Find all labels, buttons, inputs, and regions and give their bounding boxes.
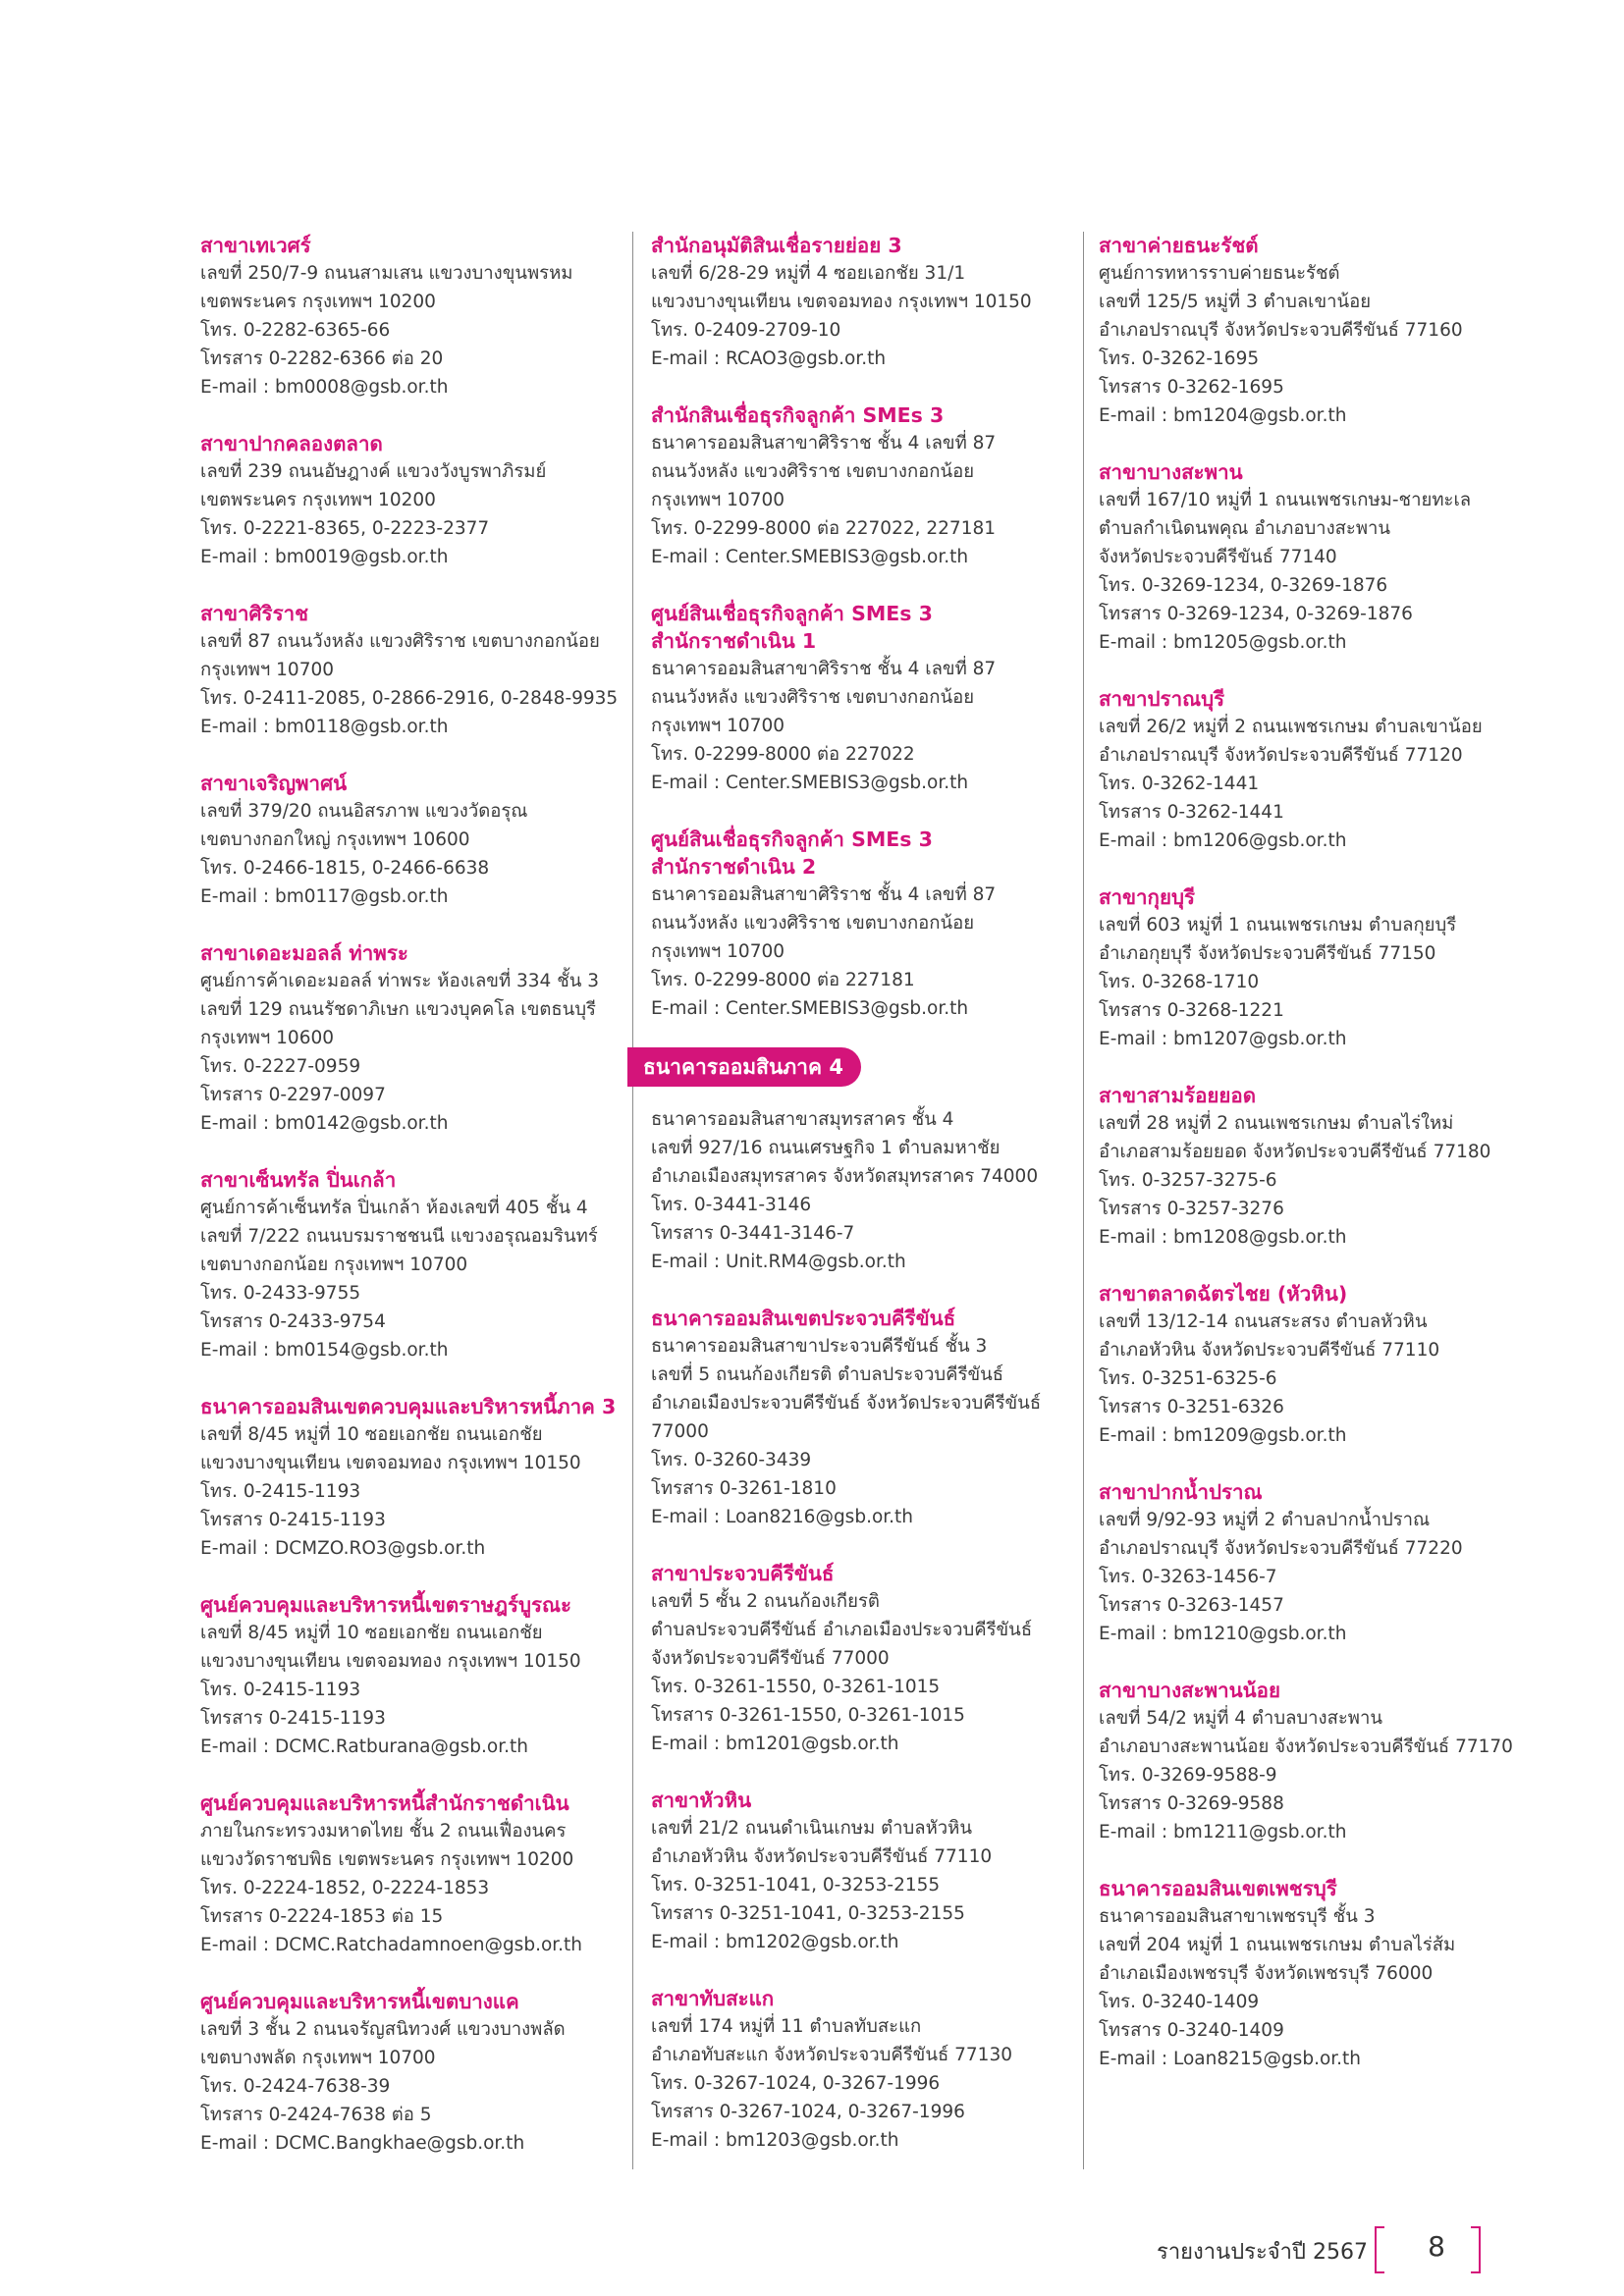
branch-detail-line: เลขที่ 54/2 หมู่ที่ 4 ตำบลบางสะพาน xyxy=(1099,1708,1383,1729)
branch-detail-line: ตำบลกำเนิดนพคุณ อำเภอบางสะพาน xyxy=(1099,518,1391,539)
branch-detail-line: โทร. 0-2299-8000 ต่อ 227181 xyxy=(651,970,915,990)
branch-detail-line: เลขที่ 9/92-93 หมู่ที่ 2 ตำบลปากน้ำปราณ xyxy=(1099,1510,1431,1530)
branch-detail-line: เลขที่ 6/28-29 หมู่ที่ 4 ซอยเอกชัย 31/1 xyxy=(651,263,966,284)
branch-detail-line: เลขที่ 3 ชั้น 2 ถนนจรัญสนิทวงศ์ แขวงบางพลัด xyxy=(200,2019,566,2040)
branch-detail-line: เลขที่ 5 ถนนก้องเกียรติ ตำบลประจวบคีรีขันธ์ xyxy=(651,1364,1004,1385)
branch-title: สาขาเทเวศร์ xyxy=(200,234,311,257)
branch-detail-line: เลขที่ 125/5 หมู่ที่ 3 ตำบลเขาน้อย xyxy=(1099,292,1372,312)
branch-email: E-mail : Loan8215@gsb.or.th xyxy=(1099,2049,1362,2069)
branch-detail-line: โทรสาร 0-3267-1024, 0-3267-1996 xyxy=(651,2102,965,2122)
branch-email: E-mail : Loan8216@gsb.or.th xyxy=(651,1507,914,1527)
branch-title: สาขาประจวบคีรีขันธ์ xyxy=(651,1562,835,1585)
branch-title: สาขาค่ายธนะรัชต์ xyxy=(1099,234,1259,257)
branch-detail-line: เขตพระนคร กรุงเทพฯ 10200 xyxy=(200,292,436,312)
branch-entry xyxy=(651,1787,1083,1956)
branch-detail-line: เลขที่ 167/10 หมู่ที่ 1 ถนนเพชรเกษม-ชายทะเล xyxy=(1099,490,1472,510)
branch-detail-line: โทร. 0-3251-1041, 0-3253-2155 xyxy=(651,1875,941,1896)
branch-detail-line: เลขที่ 26/2 หมู่ที่ 2 ถนนเพชรเกษม ตำบลเขาน้อย xyxy=(1099,717,1483,737)
region-heading: ธนาคารออมสินภาค 4 xyxy=(627,1047,861,1087)
branch-title: ธนาคารออมสินเขตควบคุมและบริหารหนี้ภาค 3 xyxy=(200,1395,617,1418)
branch-detail-line: จังหวัดประจวบคีรีขันธ์ 77140 xyxy=(1099,547,1337,567)
branch-title: ศูนย์สินเชื่อธุรกิจลูกค้า SMEs 3 xyxy=(651,602,933,625)
branch-detail-line: โทร. 0-3257-3275-6 xyxy=(1099,1170,1277,1191)
branch-detail-line: กรุงเทพฯ 10700 xyxy=(200,660,335,680)
branch-entry xyxy=(651,600,1083,797)
branch-detail-line: เลขที่ 8/45 หมู่ที่ 10 ซอยเอกชัย ถนนเอกชัย xyxy=(200,1424,543,1445)
branch-entry xyxy=(200,939,624,1138)
branch-detail-line: กรุงเทพฯ 10700 xyxy=(651,941,785,962)
branch-entry xyxy=(200,1166,624,1364)
branch-detail-line: โทรสาร 0-3263-1457 xyxy=(1099,1595,1284,1616)
branch-detail-line: แขวงบางขุนเทียน เขตจอมทอง กรุงเทพฯ 10150 xyxy=(200,1651,581,1672)
branch-detail-line: อำเภอกุยบุรี จังหวัดประจวบคีรีขันธ์ 77150 xyxy=(1099,943,1436,964)
branch-detail-line: โทรสาร 0-3268-1221 xyxy=(1099,1000,1284,1021)
branch-entry xyxy=(1099,685,1511,855)
branch-email: E-mail : bm0019@gsb.or.th xyxy=(200,547,449,567)
branch-detail-line: โทรสาร 0-2224-1853 ต่อ 15 xyxy=(200,1906,444,1927)
branch-detail-line: อำเภอปราณบุรี จังหวัดประจวบคีรีขันธ์ 77220 xyxy=(1099,1538,1463,1559)
branch-detail-line: ศูนย์การค้าเดอะมอลล์ ท่าพระ ห้องเลขที่ 334 ชั้น 3 xyxy=(200,971,600,991)
branch-detail-line: เลขที่ 7/222 ถนนบรมราชชนนี แขวงอรุณอมรินทร์ xyxy=(200,1226,598,1247)
branch-detail-line: อำเภอบางสะพานน้อย จังหวัดประจวบคีรีขันธ์ 77170 xyxy=(1099,1736,1513,1757)
branch-entry xyxy=(200,600,624,741)
branch-email: E-mail : DCMZO.RO3@gsb.or.th xyxy=(200,1538,486,1559)
branch-detail-line: ธนาคารออมสินสาขาเพชรบุรี ชั้น 3 xyxy=(1099,1906,1376,1927)
branch-title: ศูนย์สินเชื่อธุรกิจลูกค้า SMEs 3 xyxy=(651,828,933,851)
branch-entry xyxy=(200,1393,624,1563)
branch-email: E-mail : bm1202@gsb.or.th xyxy=(651,1932,899,1952)
branch-detail-line: เขตพระนคร กรุงเทพฯ 10200 xyxy=(200,490,436,510)
branch-detail-line: อำเภอเมืองประจวบคีรีขันธ์ จังหวัดประจวบคีรีขันธ์ xyxy=(651,1393,1042,1414)
branch-detail-line: เขตบางกอกใหญ่ กรุงเทพฯ 10600 xyxy=(200,829,470,850)
branch-entry xyxy=(200,1789,624,1959)
branch-entry xyxy=(651,1985,1083,2155)
column-divider-1 xyxy=(632,232,633,2169)
branch-detail-line: โทร. 0-3261-1550, 0-3261-1015 xyxy=(651,1677,941,1697)
branch-title: สาขาปากน้ำปราณ xyxy=(1099,1480,1263,1504)
column-2 xyxy=(643,232,1083,2183)
branch-detail-line: อำเภอปราณบุรี จังหวัดประจวบคีรีขันธ์ 77120 xyxy=(1099,745,1463,766)
branch-title: ธนาคารออมสินเขตเพชรบุรี xyxy=(1099,1877,1337,1900)
branch-email: E-mail : bm1207@gsb.or.th xyxy=(1099,1029,1347,1049)
branch-title: สำนักราชดำเนิน 2 xyxy=(651,855,817,879)
branch-detail-line: โทร. 0-2224-1852, 0-2224-1853 xyxy=(200,1878,490,1898)
branch-detail-line: อำเภอเมืองสมุทรสาคร จังหวัดสมุทรสาคร 74000 xyxy=(651,1166,1039,1187)
branch-detail-line: อำเภอเมืองเพชรบุรี จังหวัดเพชรบุรี 76000 xyxy=(1099,1963,1434,1984)
branch-detail-line: อำเภอสามร้อยยอด จังหวัดประจวบคีรีขันธ์ 77180 xyxy=(1099,1142,1491,1162)
branch-detail-line: เลขที่ 603 หมู่ที่ 1 ถนนเพชรเกษม ตำบลกุยบุรี xyxy=(1099,915,1457,935)
branch-entry xyxy=(651,1305,1083,1531)
branch-detail-line: ตำบลประจวบคีรีขันธ์ อำเภอเมืองประจวบคีรีขันธ์ xyxy=(651,1620,1033,1640)
branch-entry xyxy=(651,1560,1083,1758)
branch-title: สำนักราชดำเนิน 1 xyxy=(651,629,817,653)
branch-title: สาขาสามร้อยยอด xyxy=(1099,1084,1257,1107)
branch-detail-line: โทรสาร 0-3269-9588 xyxy=(1099,1793,1284,1814)
branch-entry xyxy=(200,1591,624,1761)
branch-detail-line: โทรสาร 0-3262-1441 xyxy=(1099,802,1284,823)
branch-email: E-mail : bm1208@gsb.or.th xyxy=(1099,1227,1347,1248)
branch-detail-line: กรุงเทพฯ 10700 xyxy=(651,716,785,736)
branch-title: ธนาคารออมสินเขตประจวบคีรีขันธ์ xyxy=(651,1307,956,1330)
branch-email: E-mail : bm0117@gsb.or.th xyxy=(200,886,449,907)
branch-detail-line: โทรสาร 0-2433-9754 xyxy=(200,1311,386,1332)
branch-entry xyxy=(1099,1280,1511,1450)
branch-title: สาขาตลาดฉัตรไชย (หัวหิน) xyxy=(1099,1282,1348,1306)
branch-title: ศูนย์ควบคุมและบริหารหนี้สำนักราชดำเนิน xyxy=(200,1791,569,1815)
branch-detail-line: ธนาคารออมสินสาขาประจวบคีรีขันธ์ ชั้น 3 xyxy=(651,1336,988,1357)
branch-entry xyxy=(1099,1478,1511,1648)
branch-email: E-mail : bm1206@gsb.or.th xyxy=(1099,830,1347,851)
branch-entry xyxy=(1099,1677,1511,1846)
branch-detail-line: ธนาคารออมสินสาขาศิริราช ชั้น 4 เลขที่ 87 xyxy=(651,659,997,679)
branch-detail-line: โทรสาร 0-3269-1234, 0-3269-1876 xyxy=(1099,604,1413,624)
branch-entry xyxy=(200,770,624,911)
branch-email: E-mail : bm1205@gsb.or.th xyxy=(1099,632,1347,653)
branch-detail-line: โทรสาร 0-3261-1810 xyxy=(651,1478,837,1499)
branch-title: สาขาปากคลองตลาด xyxy=(200,432,383,455)
branch-detail-line: อำเภอทับสะแก จังหวัดประจวบคีรีขันธ์ 77130 xyxy=(651,2045,1012,2065)
branch-detail-line: โทรสาร 0-3441-3146-7 xyxy=(651,1223,855,1244)
branch-detail-line: เลขที่ 239 ถนนอัษฎางค์ แขวงวังบูรพาภิรมย์ xyxy=(200,461,547,482)
branch-detail-line: โทร. 0-3268-1710 xyxy=(1099,972,1260,992)
report-title: รายงานประจำปี 2567 xyxy=(1157,2240,1368,2265)
branch-email: E-mail : Center.SMEBIS3@gsb.or.th xyxy=(651,998,969,1019)
branch-entry xyxy=(651,401,1083,571)
branch-detail-line: โทรสาร 0-2297-0097 xyxy=(200,1085,386,1105)
branch-entry xyxy=(200,1988,624,2158)
branch-email: E-mail : Unit.RM4@gsb.or.th xyxy=(651,1252,906,1272)
branch-title: สาขาเซ็นทรัล ปิ่นเกล้า xyxy=(200,1168,397,1192)
branch-detail-line: ถนนวังหลัง แขวงศิริราช เขตบางกอกน้อย xyxy=(651,461,975,482)
branch-detail-line: โทรสาร 0-3240-1409 xyxy=(1099,2020,1284,2041)
branch-detail-line: โทร. 0-2299-8000 ต่อ 227022, 227181 xyxy=(651,518,997,539)
branch-detail-line: เลขที่ 250/7-9 ถนนสามเสน แขวงบางขุนพรหม xyxy=(200,263,573,284)
branch-title: สาขาเดอะมอลล์ ท่าพระ xyxy=(200,941,408,965)
branch-title: สาขาบางสะพานน้อย xyxy=(1099,1679,1280,1702)
branch-detail-line: โทร. 0-3260-3439 xyxy=(651,1450,812,1470)
branch-detail-line: เลขที่ 13/12-14 ถนนสระสรง ตำบลหัวหิน xyxy=(1099,1311,1428,1332)
branch-email: E-mail : Center.SMEBIS3@gsb.or.th xyxy=(651,773,969,793)
branch-detail-line: โทร. 0-3269-1234, 0-3269-1876 xyxy=(1099,575,1388,596)
branch-detail-line: โทร. 0-2466-1815, 0-2466-6638 xyxy=(200,858,490,879)
branch-email: E-mail : Center.SMEBIS3@gsb.or.th xyxy=(651,547,969,567)
branch-detail-line: แขวงวัดราชบพิธ เขตพระนคร กรุงเทพฯ 10200 xyxy=(200,1849,574,1870)
branch-detail-line: โทรสาร 0-2424-7638 ต่อ 5 xyxy=(200,2105,432,2125)
branch-detail-line: จังหวัดประจวบคีรีขันธ์ 77000 xyxy=(651,1648,890,1669)
branch-title: สาขาเจริญพาศน์ xyxy=(200,772,348,795)
branch-email: E-mail : RCAO3@gsb.or.th xyxy=(651,348,887,369)
branch-detail-line: ศูนย์การค้าเซ็นทรัล ปิ่นเกล้า ห้องเลขที่ 405 ชั้น 4 xyxy=(200,1198,588,1218)
branch-detail-line: เลขที่ 28 หมู่ที่ 2 ถนนเพชรเกษม ตำบลไร่ใหม่ xyxy=(1099,1113,1454,1134)
page-number: 8 xyxy=(1428,2230,1445,2263)
branch-detail-line: โทร. 0-3269-9588-9 xyxy=(1099,1765,1277,1786)
branch-email: E-mail : bm0142@gsb.or.th xyxy=(200,1113,449,1134)
branch-detail-line: กรุงเทพฯ 10600 xyxy=(200,1028,335,1048)
branch-email: E-mail : bm1210@gsb.or.th xyxy=(1099,1624,1347,1644)
branch-detail-line: โทร. 0-2411-2085, 0-2866-2916, 0-2848-9935 xyxy=(200,688,619,709)
branch-detail-line: แขวงบางขุนเทียน เขตจอมทอง กรุงเทพฯ 10150 xyxy=(651,292,1032,312)
branch-detail-line: โทรสาร 0-2415-1193 xyxy=(200,1708,386,1729)
branch-detail-line: โทร. 0-3251-6325-6 xyxy=(1099,1368,1277,1389)
branch-detail-line: เลขที่ 5 ซั้น 2 ถนนก้องเกียรติ xyxy=(651,1591,880,1612)
branch-detail-line: โทรสาร 0-3262-1695 xyxy=(1099,377,1284,398)
branch-entry xyxy=(651,826,1083,1023)
branch-entry xyxy=(1099,1082,1511,1252)
branch-email: E-mail : DCMC.Ratburana@gsb.or.th xyxy=(200,1736,529,1757)
branch-detail-line: เลขที่ 174 หมู่ที่ 11 ตำบลทับสะแก xyxy=(651,2016,922,2037)
branch-email: E-mail : DCMC.Ratchadamnoen@gsb.or.th xyxy=(200,1935,583,1955)
page-bracket-left xyxy=(1375,2226,1384,2273)
branch-title: สาขาทับสะแก xyxy=(651,1987,775,2010)
branch-detail-line: ถนนวังหลัง แขวงศิริราช เขตบางกอกน้อย xyxy=(651,687,975,708)
branch-detail-line: กรุงเทพฯ 10700 xyxy=(651,490,785,510)
branch-detail-line: อำเภอหัวหิน จังหวัดประจวบคีรีขันธ์ 77110 xyxy=(1099,1340,1440,1361)
branch-detail-line: เขตบางพลัด กรุงเทพฯ 10700 xyxy=(200,2048,436,2068)
branch-entry xyxy=(643,1051,1083,1276)
branch-detail-line: โทร. 0-2415-1193 xyxy=(200,1481,361,1502)
branch-detail-line: โทร. 0-3263-1456-7 xyxy=(1099,1567,1277,1587)
branch-detail-line: เลขที่ 204 หมู่ที่ 1 ถนนเพชรเกษม ตำบลไร่ส้ม xyxy=(1099,1935,1456,1955)
branch-email: E-mail : bm1203@gsb.or.th xyxy=(651,2130,899,2151)
branch-title: ศูนย์ควบคุมและบริหารหนี้เขตราษฎร์บูรณะ xyxy=(200,1593,572,1617)
branch-detail-line: เลขที่ 129 ถนนรัชดาภิเษก แขวงบุคคโล เขตธนบุรี xyxy=(200,999,596,1020)
column-divider-2 xyxy=(1083,232,1084,2169)
branch-email: E-mail : bm0118@gsb.or.th xyxy=(200,717,449,737)
branch-email: E-mail : bm1204@gsb.or.th xyxy=(1099,405,1347,426)
branch-detail-line: ธนาคารออมสินสาขาศิริราช ชั้น 4 เลขที่ 87 xyxy=(651,884,997,905)
branch-detail-line: โทรสาร 0-3261-1550, 0-3261-1015 xyxy=(651,1705,965,1726)
branch-email: E-mail : bm1201@gsb.or.th xyxy=(651,1734,899,1754)
column-1 xyxy=(200,232,624,2186)
branch-email: E-mail : bm0008@gsb.or.th xyxy=(200,377,449,398)
branch-entry xyxy=(1099,232,1511,430)
branch-detail-line: อำเภอหัวหิน จังหวัดประจวบคีรีขันธ์ 77110 xyxy=(651,1846,993,1867)
branch-title: สาขาหัวหิน xyxy=(651,1789,752,1812)
branch-detail-line: ภายในกระทรวงมหาดไทย ชั้น 2 ถนนเฟื่องนคร xyxy=(200,1821,567,1842)
branch-detail-line: โทร. 0-2424-7638-39 xyxy=(200,2076,391,2097)
branch-detail-line: เลขที่ 21/2 ถนนดำเนินเกษม ตำบลหัวหิน xyxy=(651,1818,973,1839)
branch-detail-line: โทรสาร 0-3251-1041, 0-3253-2155 xyxy=(651,1903,965,1924)
branch-entry xyxy=(1099,883,1511,1053)
branch-detail-line: โทรสาร 0-3251-6326 xyxy=(1099,1397,1284,1417)
branch-detail-line: อำเภอปราณบุรี จังหวัดประจวบคีรีขันธ์ 77160 xyxy=(1099,320,1463,341)
branch-detail-line: โทร. 0-3240-1409 xyxy=(1099,1992,1260,2012)
branch-detail-line: โทร. 0-2221-8365, 0-2223-2377 xyxy=(200,518,490,539)
branch-detail-line: โทร. 0-3267-1024, 0-3267-1996 xyxy=(651,2073,941,2094)
branch-entry xyxy=(651,232,1083,373)
branch-detail-line: โทร. 0-2299-8000 ต่อ 227022 xyxy=(651,744,915,765)
branch-detail-line: ธนาคารออมสินสาขาศิริราช ชั้น 4 เลขที่ 87 xyxy=(651,433,997,454)
branch-detail-line: โทร. 0-2415-1193 xyxy=(200,1680,361,1700)
branch-detail-line: โทร. 0-2409-2709-10 xyxy=(651,320,841,341)
branch-detail-line: โทร. 0-2227-0959 xyxy=(200,1056,361,1077)
branch-detail-line: แขวงบางขุนเทียน เขตจอมทอง กรุงเทพฯ 10150 xyxy=(200,1453,581,1473)
branch-detail-line: เลขที่ 87 ถนนวังหลัง แขวงศิริราช เขตบางกอกน้อย xyxy=(200,631,600,652)
branch-detail-line: ถนนวังหลัง แขวงศิริราช เขตบางกอกน้อย xyxy=(651,913,975,934)
branch-detail-line: โทรสาร 0-2282-6366 ต่อ 20 xyxy=(200,348,444,369)
branch-title: ศูนย์ควบคุมและบริหารหนี้เขตบางแค xyxy=(200,1990,519,2013)
branch-detail-line: 77000 xyxy=(651,1421,709,1442)
branch-email: E-mail : bm1209@gsb.or.th xyxy=(1099,1425,1347,1446)
branch-detail-line: โทร. 0-3262-1695 xyxy=(1099,348,1260,369)
column-3 xyxy=(1099,232,1511,2102)
branch-detail-line: โทร. 0-3441-3146 xyxy=(651,1195,812,1215)
branch-detail-line: โทร. 0-2433-9755 xyxy=(200,1283,361,1304)
branch-detail-line: โทรสาร 0-2415-1193 xyxy=(200,1510,386,1530)
branch-detail-line: ศูนย์การทหารราบค่ายธนะรัชต์ xyxy=(1099,263,1340,284)
branch-title: สาขากุยบุรี xyxy=(1099,885,1195,909)
branch-detail-line: โทร. 0-3262-1441 xyxy=(1099,774,1260,794)
branch-email: E-mail : DCMC.Bangkhae@gsb.or.th xyxy=(200,2133,525,2154)
branch-title: สำนักสินเชื่อธุรกิจลูกค้า SMEs 3 xyxy=(651,403,945,427)
branch-detail-line: โทรสาร 0-3257-3276 xyxy=(1099,1199,1284,1219)
branch-detail-line: เลขที่ 927/16 ถนนเศรษฐกิจ 1 ตำบลมหาชัย xyxy=(651,1138,1001,1158)
branch-detail-line: เลขที่ 379/20 ถนนอิสรภาพ แขวงวัดอรุณ xyxy=(200,801,528,822)
branch-detail-line: ธนาคารออมสินสาขาสมุทรสาคร ชั้น 4 xyxy=(651,1109,954,1130)
branch-entry xyxy=(200,232,624,401)
page-bracket-right xyxy=(1471,2226,1481,2273)
branch-title: สาขาศิริราช xyxy=(200,602,309,625)
branch-email: E-mail : bm1211@gsb.or.th xyxy=(1099,1822,1347,1842)
branch-detail-line: เขตบางกอกน้อย กรุงเทพฯ 10700 xyxy=(200,1255,468,1275)
branch-title: สาขาบางสะพาน xyxy=(1099,460,1243,484)
branch-entry xyxy=(1099,1875,1511,2073)
branch-email: E-mail : bm0154@gsb.or.th xyxy=(200,1340,449,1361)
branch-title: สำนักอนุมัติสินเชื่อรายย่อย 3 xyxy=(651,234,902,257)
branch-detail-line: โทร. 0-2282-6365-66 xyxy=(200,320,391,341)
branch-entry xyxy=(1099,458,1511,657)
branch-entry xyxy=(200,430,624,571)
branch-detail-line: เลขที่ 8/45 หมู่ที่ 10 ซอยเอกชัย ถนนเอกชัย xyxy=(200,1623,543,1643)
branch-title: สาขาปราณบุรี xyxy=(1099,687,1225,711)
